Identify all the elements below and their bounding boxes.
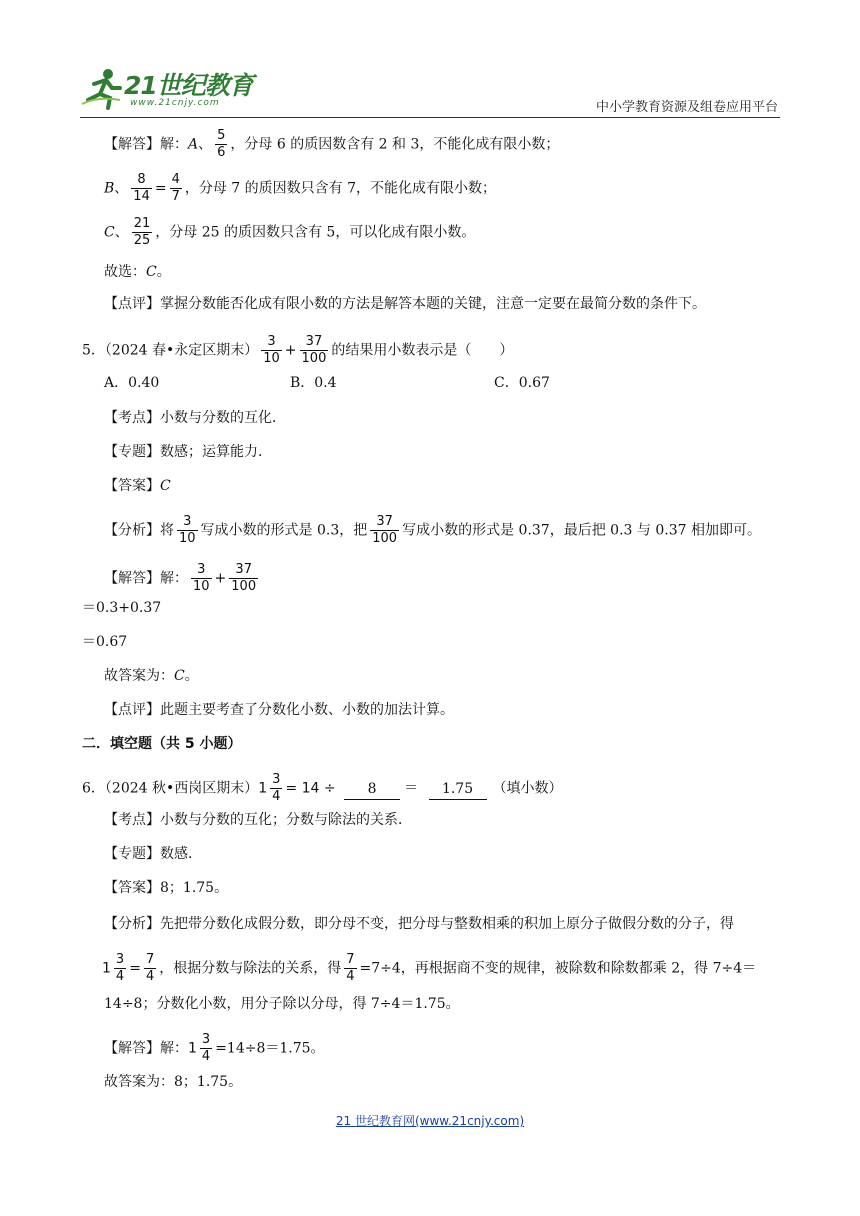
- solution-text: ，分母 6 的质因数含有 2 和 3，不能化成有限小数；: [230, 136, 560, 153]
- fraction: [114, 952, 126, 985]
- option-b-letter: B: [104, 180, 115, 197]
- q5-answer: [104, 476, 171, 496]
- final-value: C: [146, 264, 157, 280]
- q5-kaodian: 【考点】小数与分数的互化．: [104, 410, 286, 426]
- final-label: 故答案为：: [104, 668, 174, 684]
- fraction: [370, 514, 399, 547]
- q6-answer: 【答案】8；1.75。: [104, 880, 229, 896]
- equation-text: ＝: [404, 780, 423, 797]
- numerator: 3: [177, 514, 198, 531]
- question-number: 5．（2024 春•永定区期末）: [82, 342, 259, 359]
- option-c-letter: C: [104, 224, 115, 241]
- q4-final-choice: [104, 262, 171, 282]
- question-number: 6．（2024 秋•西岗区期末）: [82, 780, 259, 797]
- denominator: 100: [231, 579, 257, 594]
- separator: 、: [114, 224, 129, 241]
- fraction: [191, 562, 212, 595]
- denominator: 4: [201, 1049, 211, 1064]
- fraction: [270, 772, 282, 805]
- footer-link[interactable]: 21 世纪教育网(www.21cnjy.com): [335, 1114, 525, 1128]
- equation-text: = 14 ÷: [285, 780, 341, 797]
- plus-sign: +: [284, 342, 297, 359]
- header-divider: [80, 117, 780, 118]
- q5-option-b[interactable]: B．0.4: [290, 375, 337, 391]
- page-header: [80, 62, 780, 120]
- numerator: 37: [229, 562, 258, 579]
- q6-analysis-line-2: [102, 952, 756, 985]
- q4-solution-line-1: [104, 128, 559, 161]
- q6-analysis-line-1: 【分析】先把带分数化成假分数，即分母不变，把分母与整数相乘的积加上原分子做假分数的分子，得: [104, 916, 734, 932]
- solution-label: 【解答】解：: [104, 570, 188, 587]
- numerator: 3: [201, 1032, 211, 1047]
- q5-stem: [82, 334, 513, 367]
- numerator: 4: [171, 172, 180, 187]
- denominator: 6: [217, 145, 226, 160]
- numerator: 3: [272, 772, 281, 787]
- q5-step-1: ＝0.3+0.37: [82, 600, 162, 616]
- numerator: 37: [370, 514, 399, 531]
- denominator: 7: [171, 189, 180, 204]
- answer-label: 【答案】: [104, 478, 160, 494]
- denominator: 25: [133, 233, 151, 248]
- q5-zhuanti: 【专题】数感；运算能力．: [104, 444, 272, 460]
- numerator: 3: [261, 334, 282, 351]
- blank-2[interactable]: 1.75: [429, 779, 487, 800]
- fraction: [170, 172, 182, 205]
- fraction: [200, 1032, 212, 1065]
- fraction: [300, 334, 329, 367]
- logo-text: 21世纪教育: [124, 71, 253, 100]
- q5-solution: [104, 562, 261, 595]
- analysis-text: 写成小数的形式是 0.3，把: [200, 522, 368, 539]
- denominator: 4: [145, 969, 155, 984]
- numerator: 37: [300, 334, 329, 351]
- question-text: 的结果用小数表示是（ ）: [331, 342, 514, 359]
- logo-subtext: www.21cnjy.com: [130, 98, 220, 108]
- solution-text: ，分母 25 的质因数只含有 5，可以化成有限小数。: [155, 224, 476, 241]
- denominator: 4: [346, 969, 355, 984]
- numerator: 5: [217, 128, 226, 143]
- numerator: 7: [346, 952, 355, 967]
- fraction: [229, 562, 258, 595]
- q5-option-a[interactable]: A．0.40: [104, 375, 160, 391]
- option-a-letter: A: [188, 136, 199, 153]
- denominator: 10: [263, 351, 280, 366]
- analysis-text: 写成小数的形式是 0.37，最后把 0.3 与 0.37 相加即可。: [402, 522, 761, 539]
- q5-final: [104, 666, 199, 686]
- fraction: [261, 334, 282, 367]
- separator: 、: [114, 180, 129, 197]
- q5-option-c[interactable]: C．0.67: [494, 375, 550, 391]
- section-title: 二．填空题（共 5 小题）: [82, 736, 242, 752]
- site-logo[interactable]: [80, 66, 280, 114]
- plus-sign: +: [214, 570, 227, 587]
- denominator: 4: [115, 969, 125, 984]
- solution-text: ，分母 7 的质因数只含有 7，不能化成有限小数；: [184, 180, 497, 197]
- solution-text: =14÷8＝1.75。: [215, 1040, 325, 1057]
- answer-value: C: [160, 478, 171, 494]
- fraction: [132, 216, 153, 249]
- final-end: 。: [156, 264, 171, 280]
- denominator: 10: [179, 531, 196, 546]
- blank-1[interactable]: 8: [344, 779, 400, 800]
- analysis-text: =7÷4，再根据商不变的规律，被除数和除数都乘 2，得 7÷4＝: [359, 960, 757, 977]
- q6-final: 故答案为：8；1.75。: [104, 1074, 243, 1090]
- q6-analysis-line-3: 14÷8；分数化小数，用分子除以分母，得 7÷4＝1.75。: [104, 996, 460, 1012]
- separator: 、: [198, 136, 213, 153]
- final-label: 故选：: [104, 264, 146, 280]
- fraction: [344, 952, 356, 985]
- fraction: [131, 172, 152, 205]
- denominator: 14: [133, 189, 150, 204]
- mixed-whole: 1: [258, 780, 268, 797]
- fraction: [215, 128, 227, 161]
- equals-sign: =: [129, 960, 141, 977]
- numerator: 3: [191, 562, 212, 579]
- solution-label: 【解答】解：: [104, 136, 188, 153]
- q6-zhuanti: 【专题】数感．: [104, 846, 202, 862]
- numerator: 21: [133, 216, 151, 231]
- numerator: 8: [131, 172, 152, 189]
- question-hint: （填小数）: [492, 780, 563, 797]
- q6-kaodian: 【考点】小数与分数的互化；分数与除法的关系．: [104, 812, 412, 828]
- final-value: C: [174, 668, 185, 684]
- mixed-whole: 1: [188, 1040, 197, 1057]
- mixed-whole: 1: [102, 960, 111, 977]
- numerator: 7: [145, 952, 155, 967]
- denominator: 100: [372, 531, 398, 546]
- q5-analysis: [104, 514, 761, 547]
- numerator: 3: [115, 952, 125, 967]
- runner-icon: [80, 66, 124, 110]
- denominator: 4: [272, 789, 281, 804]
- analysis-text: ，根据分数与除法的关系，得: [159, 960, 342, 977]
- q5-step-2: ＝0.67: [82, 634, 128, 650]
- denominator: 100: [301, 351, 327, 366]
- page-footer: [0, 1112, 860, 1129]
- solution-label: 【解答】解：: [104, 1040, 188, 1057]
- final-end: 。: [184, 668, 199, 684]
- q4-solution-line-2: [104, 172, 496, 205]
- q6-solution: [104, 1032, 325, 1065]
- equals-sign: =: [154, 180, 167, 197]
- fraction: [144, 952, 156, 985]
- platform-title: 中小学教育资源及组卷应用平台: [595, 100, 778, 115]
- q4-solution-line-3: [104, 216, 475, 249]
- q5-comment: 【点评】此题主要考查了分数化小数、小数的加法计算。: [104, 702, 454, 718]
- denominator: 10: [193, 579, 210, 594]
- q4-comment: 【点评】掌握分数能否化成有限小数的方法是解答本题的关键，注意一定要在最简分数的条件下。: [104, 296, 706, 312]
- analysis-label: 【分析】将: [104, 522, 174, 539]
- fraction: [177, 514, 198, 547]
- q6-stem: [82, 772, 563, 805]
